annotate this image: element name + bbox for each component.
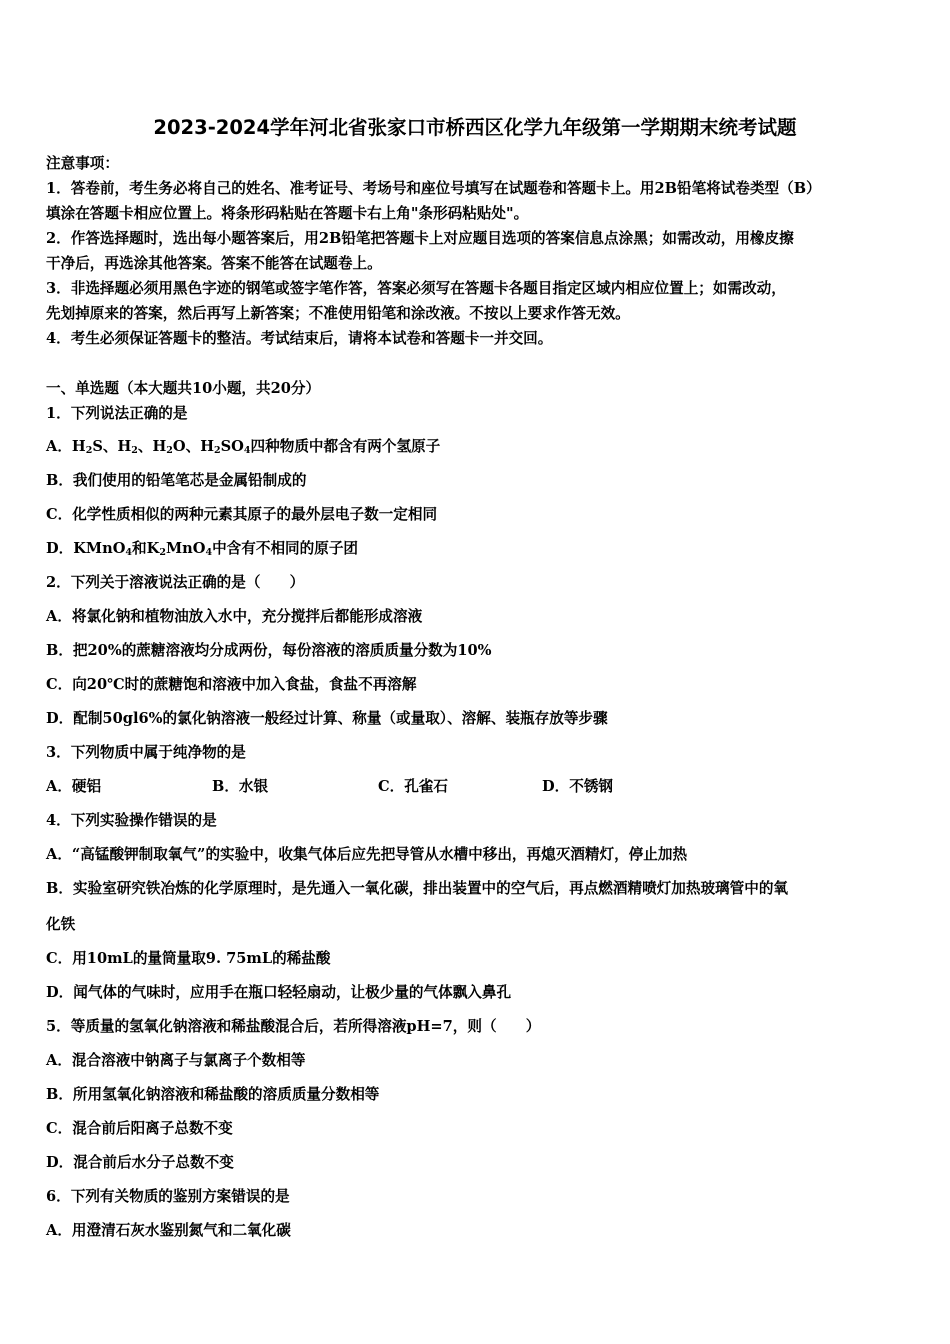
q1-d-part: 和K [132,540,160,557]
question-6-stem: 6．下列有关物质的鉴别方案错误的是 [46,1188,290,1205]
notice-heading: 注意事项： [46,155,119,172]
exam-title: 2023-2024学年河北省张家口市桥西区化学九年级第一学期期末统考试题 [153,116,797,139]
q1-a-sub: 2 [166,445,173,456]
question-3-option-c: C．孔雀石 [378,778,448,795]
q1-a-part: O、H [172,438,215,455]
section-heading: 一、单选题（本大题共10小题，共20分） [46,380,321,397]
notice-item-2-line-1: 2．作答选择题时，选出每小题答案后，用2B铅笔把答题卡上对应题目选项的答案信息点涂黑；如需改动，用橡皮擦 [46,230,794,247]
question-6-option-a: A．用澄清石灰水鉴别氮气和二氧化碳 [46,1222,291,1239]
question-1-stem: 1．下列说法正确的是 [46,405,188,422]
question-1-option-d [46,537,908,558]
notice-item-3-line-1: 3．非选择题必须用黑色字迹的钢笔或签字笔作答，答案必须写在答题卡各题目指定区域内相应位置上；如需改动， [46,280,786,297]
question-4-option-c: C．用10mL的量筒量取9. 75mL的稀盐酸 [46,950,331,967]
notice-item-2-line-2: 干净后，再选涂其他答案。答案不能答在试题卷上。 [46,255,382,272]
q1-a-part: S、H [92,438,132,455]
q1-d-sub: 4 [205,547,213,558]
question-5-option-b: B．所用氢氧化钠溶液和稀盐酸的溶质质量分数相等 [46,1086,380,1103]
question-5-option-d: D．混合前后水分子总数不变 [46,1154,234,1171]
q1-a-part: SO [220,438,244,455]
question-4-option-d: D．闻气体的气味时，应用手在瓶口轻轻扇动，让极少量的气体飘入鼻孔 [46,984,512,1001]
q1-d-part: 中含有不相同的原子团 [212,540,359,557]
q1-a-sub: 2 [214,445,221,456]
q1-a-sub: 2 [85,445,93,456]
q1-a-part: 、H [137,438,167,455]
q1-a-part: 四种物质中都含有两个氢原子 [250,438,441,455]
question-3-option-a: A．硬铝 [46,778,102,795]
question-3-stem: 3．下列物质中属于纯净物的是 [46,744,246,761]
question-2-option-b: B．把20%的蔗糖溶液均分成两份，每份溶液的溶质质量分数为10% [46,642,492,659]
question-5-option-a: A．混合溶液中钠离子与氯离子个数相等 [46,1052,306,1069]
question-5-option-c: C．混合前后阳离子总数不变 [46,1120,233,1137]
q1-a-sub: 2 [131,445,138,456]
question-1-option-a [46,435,908,456]
question-3-options [46,775,908,797]
question-4-option-b-line-1: B．实验室研究铁冶炼的化学原理时，是先通入一氧化碳，排出装置中的空气后，再点燃酒精喷灯加热玻璃管中的氧 [46,880,789,897]
question-2-stem: 2．下列关于溶液说法正确的是（ ） [46,574,305,591]
q1-a-sub: 4 [243,445,251,456]
notice-item-1-line-2: 填涂在答题卡相应位置上。将条形码粘贴在答题卡右上角"条形码粘贴处"。 [46,205,529,222]
question-3-option-d: D．不锈钢 [542,778,614,795]
notice-item-4: 4．考生必须保证答题卡的整洁。考试结束后，请将本试卷和答题卡一并交回。 [46,330,553,347]
notice-item-3-line-2: 先划掉原来的答案，然后再写上新答案；不准使用铅笔和涂改液。不按以上要求作答无效。 [46,305,630,322]
question-4-option-a: A．“高锰酸钾制取氧气”的实验中，收集气体后应先把导管从水槽中移出，再熄灭酒精灯，停止加热 [46,846,688,863]
question-2-option-d: D．配制50gl6%的氯化钠溶液一般经过计算、称量（或量取）、溶解、装瓶存放等步骤 [46,710,608,727]
notice-item-1-line-1: 1．答卷前，考生务必将自己的姓名、准考证号、考场号和座位号填写在试题卷和答题卡上。用2B铅笔将试卷类型（B） [46,180,821,197]
q1-d-part: D．KMnO [46,540,126,557]
question-4-option-b-line-2: 化铁 [46,916,76,933]
q1-d-sub: 4 [125,547,133,558]
question-3-option-b: B．水银 [212,778,269,795]
q1-a-part: A．H [46,438,86,455]
question-5-stem: 5．等质量的氢氧化钠溶液和稀盐酸混合后，若所得溶液pH=7，则（ ） [46,1018,541,1035]
question-2-option-a: A．将氯化钠和植物油放入水中，充分搅拌后都能形成溶液 [46,608,423,625]
question-1-option-b: B．我们使用的铅笔笔芯是金属铅制成的 [46,472,307,489]
q1-d-sub: 2 [159,547,166,558]
question-4-stem: 4．下列实验操作错误的是 [46,812,217,829]
question-2-option-c: C．向20℃时的蔗糖饱和溶液中加入食盐，食盐不再溶解 [46,676,417,693]
question-1-option-c: C．化学性质相似的两种元素其原子的最外层电子数一定相同 [46,506,438,523]
q1-d-part: MnO [165,540,206,557]
